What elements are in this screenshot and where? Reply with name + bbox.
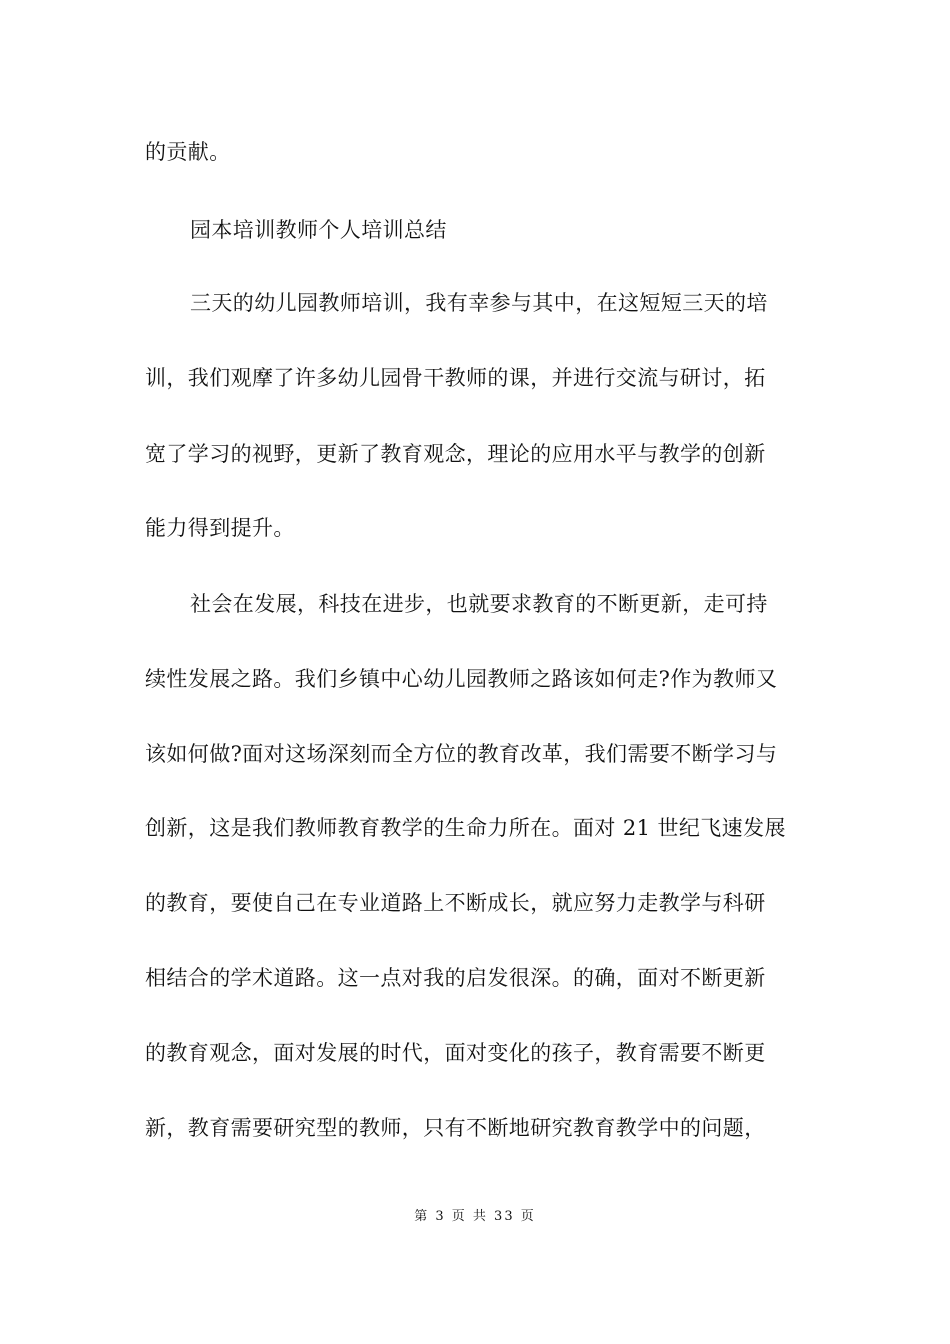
section-title: 园本培训教师个人培训总结 <box>190 218 447 242</box>
text-line-4: 训，我们观摩了许多幼儿园骨干教师的课，并进行交流与研讨，拓 <box>145 366 766 390</box>
text-line-8: 续性发展之路。我们乡镇中心幼儿园教师之路该如何走?作为教师又 <box>145 667 778 691</box>
text-line-10: 创新，这是我们教师教育教学的生命力所在。面对 21 世纪飞速发展 <box>145 816 786 840</box>
text-line-3: 三天的幼儿园教师培训，我有幸参与其中，在这短短三天的培 <box>190 291 768 315</box>
text-line-1: 的贡献。 <box>145 140 231 164</box>
text-line-7: 社会在发展，科技在进步，也就要求教育的不断更新，走可持 <box>190 592 768 616</box>
text-line-11: 的教育，要使自己在专业道路上不断成长，就应努力走教学与科研 <box>145 891 766 915</box>
text-line-9: 该如何做?面对这场深刻而全方位的教育改革，我们需要不断学习与 <box>145 742 778 766</box>
text-line-6: 能力得到提升。 <box>145 516 295 540</box>
text-line-12: 相结合的学术道路。这一点对我的启发很深。的确，面对不断更新 <box>145 966 766 990</box>
text-line-5: 宽了学习的视野，更新了教育观念，理论的应用水平与教学的创新 <box>145 442 766 466</box>
text-line-13: 的教育观念，面对发展的时代，面对变化的孩子，教育需要不断更 <box>145 1041 766 1065</box>
text-line-14: 新，教育需要研究型的教师，只有不断地研究教育教学中的问题， <box>145 1116 766 1140</box>
page-number-footer: 第 3 页 共 33 页 <box>414 1209 536 1224</box>
